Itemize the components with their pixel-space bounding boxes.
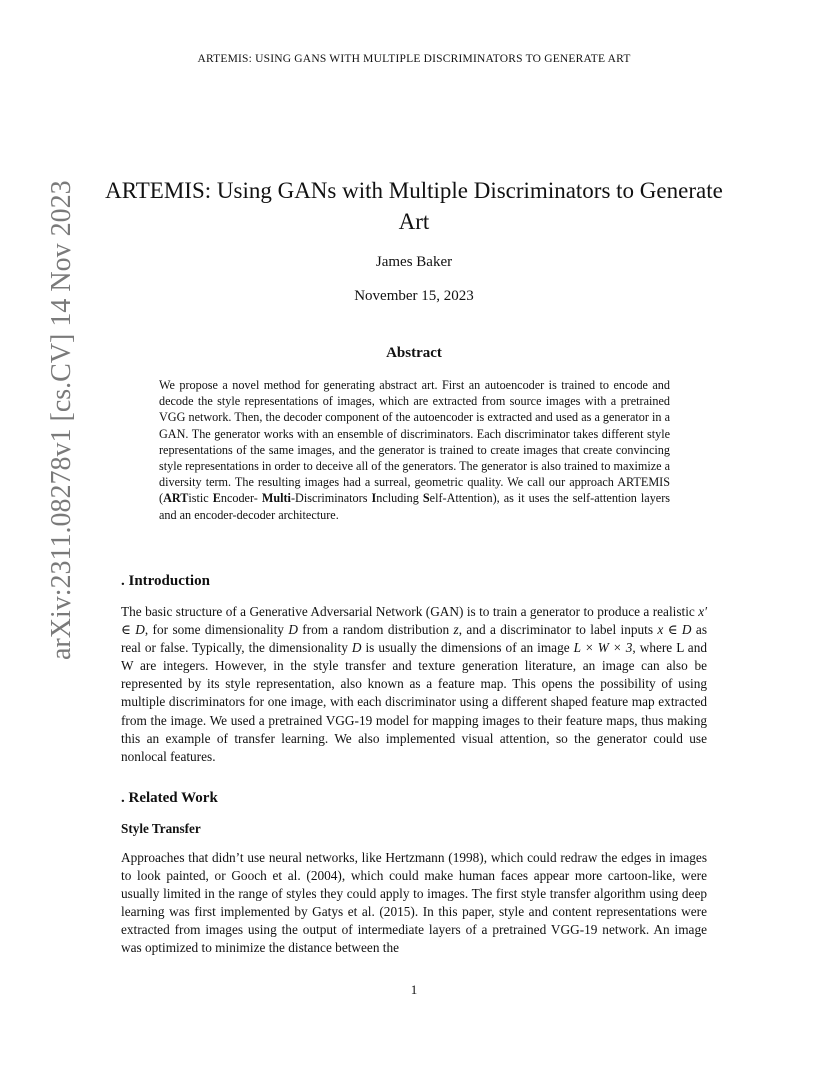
paragraph-text: , and a discriminator to label inputs bbox=[458, 622, 658, 638]
paragraph-text: The basic structure of a Generative Adversarial Network (GAN) is to train a generator to produce a realistic bbox=[121, 604, 699, 619]
abstract-text-part: -Discriminators bbox=[290, 491, 372, 506]
abstract-text-part: istic bbox=[188, 491, 213, 506]
acronym-letters: E bbox=[212, 491, 221, 506]
acronym-letters: S bbox=[422, 491, 430, 506]
paper-date: November 15, 2023 bbox=[354, 288, 474, 304]
abstract-text-part: elf-Attention), as it uses the self-attention layers and an encoder-decoder architecture. bbox=[159, 491, 670, 522]
acronym-letters: I bbox=[371, 491, 377, 506]
paragraph-text: , for some dimensionality bbox=[144, 622, 289, 638]
abstract-heading: Abstract bbox=[386, 345, 442, 361]
abstract-body bbox=[159, 377, 670, 523]
math-expression: x′ ∈ D bbox=[121, 604, 707, 638]
paragraph-text: as real or false. Typically, the dimensionality bbox=[121, 622, 708, 656]
style-transfer-subheading: Style Transfer bbox=[121, 821, 201, 836]
abstract-text-part: ncluding bbox=[376, 491, 423, 506]
paragraph-text: from a random distribution bbox=[297, 622, 454, 638]
related-work-paragraph: Approaches that didn’t use neural networks, like Hertzmann (1998), which could redraw the edges in images to look painted, or Gooch et al. (2004), which could make human faces appear more cartoon-like, were usually limited in the range of styles they could apply to images. The first style transfer algorithm using deep learning was first implemented by Gatys et al. (2015). In this paper, style and content representations were extracted from images using the output of intermediate layers of a pretrained VGG-19 network. An image was optimized to minimize the distance between the bbox=[121, 850, 707, 956]
paragraph-text: , where L and W are integers. However, in the style transfer and texture generation literature, an image can also be represented by its style representation, also known as a feature map. This opens the possibility of using multiple discriminators for one image, with each discriminator using a different shaped feature map extracted from the image. We used a pretrained VGG-19 model for mapping images to their feature maps, thus making this an example of transfer learning. We also implemented visual attention, so the generator could use nonlocal features. bbox=[121, 640, 708, 764]
arxiv-identifier-stamp bbox=[14, 180, 77, 660]
running-header: ARTEMIS: USING GANS WITH MULTIPLE DISCRIMINATORS TO GENERATE ART bbox=[197, 53, 631, 65]
math-expression: z bbox=[453, 622, 459, 638]
related-work-heading: . Related Work bbox=[121, 790, 218, 806]
paper-title: ARTEMIS: Using GANs with Multiple Discriminators to Generate Art bbox=[105, 178, 723, 234]
paper-author: James Baker bbox=[375, 254, 453, 270]
acronym-letters: Multi bbox=[261, 491, 291, 506]
math-expression: x ∈ D bbox=[657, 622, 692, 638]
abstract-text-part: ncoder- bbox=[220, 491, 262, 506]
page-number: 1 bbox=[410, 982, 418, 997]
math-expression: D bbox=[288, 622, 298, 638]
abstract-text-part: We propose a novel method for generating abstract art. First an autoencoder is trained to encode and decode the style representations of images, which are extracted from source images with a pretrained VGG network. Then, the decoder component of the autoencoder is extracted and used as a generator in a GAN. The generator works with an ensemble of discriminators. Each discriminator takes different style representations of the same images, and the generator is trained to create images that create convincing style representations in order to deceive all of the generators. The generator is also trained to maximize a diversity term. The resulting images had a surreal, geometric quality. We call our approach ARTEMIS ( bbox=[159, 378, 670, 506]
math-expression: D bbox=[351, 640, 362, 656]
introduction-heading: . Introduction bbox=[121, 573, 210, 589]
arxiv-identifier-text: arXiv:2311.08278v1 [cs.CV] 14 Nov 2023 bbox=[46, 180, 77, 660]
acronym-letters: ART bbox=[163, 491, 189, 506]
math-expression: L × W × 3 bbox=[573, 640, 633, 656]
paragraph-text: is usually the dimensions of an image bbox=[361, 640, 574, 656]
introduction-paragraph bbox=[121, 603, 707, 766]
